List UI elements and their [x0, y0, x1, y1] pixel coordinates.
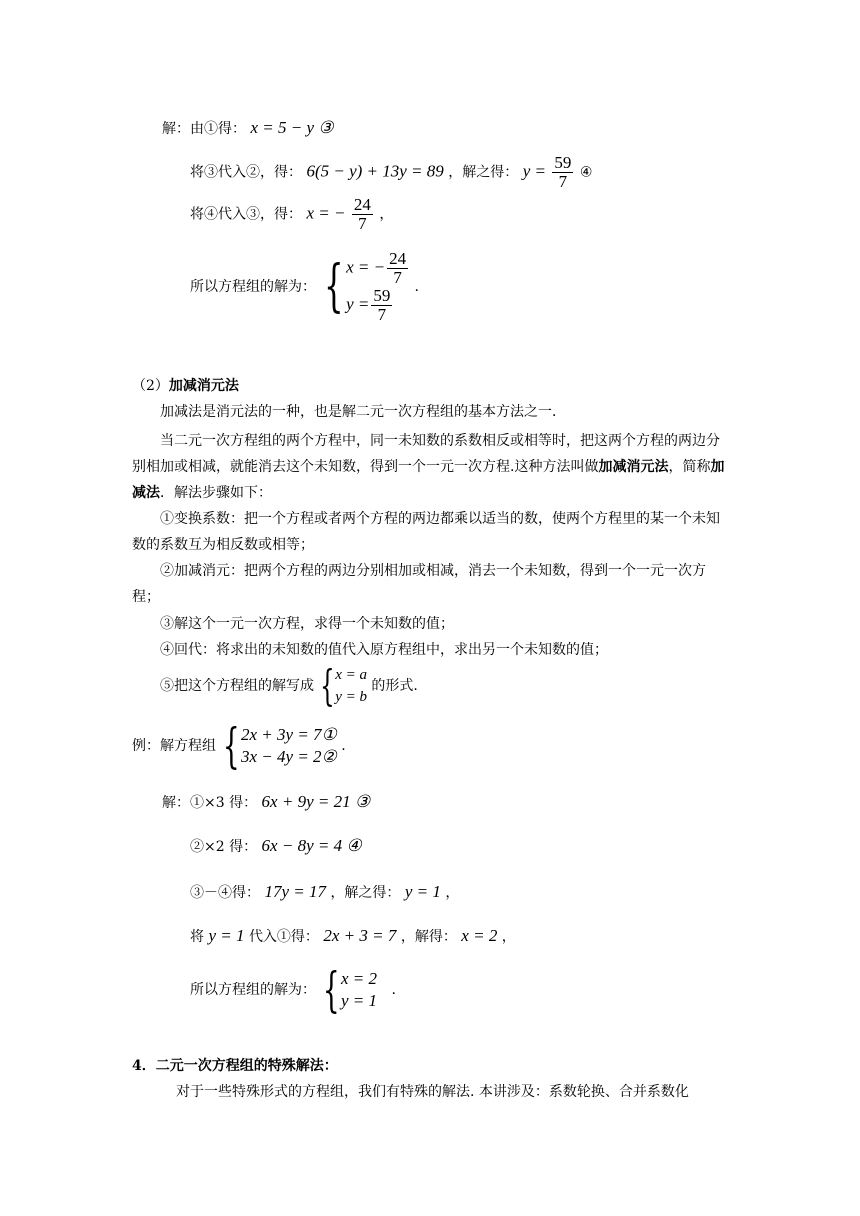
system-row: x = a: [335, 667, 367, 683]
numerator: 24: [389, 249, 407, 268]
numerator: 24: [353, 195, 371, 214]
text: ．解法步骤如下：: [160, 485, 272, 501]
system-rows: [341, 968, 377, 1012]
term: 加减法: [132, 459, 725, 501]
text: 将: [190, 929, 204, 945]
text: .: [414, 279, 419, 295]
solution-line-3: [190, 196, 393, 233]
equation: x = 5 − y ③: [250, 118, 334, 137]
paragraph-2: [132, 428, 732, 506]
solution-line-2: [190, 154, 592, 191]
fraction: [371, 287, 392, 324]
example-step-4: [190, 926, 516, 947]
equation: y = 1: [208, 926, 245, 945]
text: ，简称: [668, 459, 711, 475]
equation-lhs: x = −: [346, 257, 386, 277]
section-title: 加减消元法: [168, 378, 239, 394]
denominator: 7: [358, 214, 367, 233]
system-row: [346, 287, 410, 324]
text: ⑤把这个方程组的解写成: [160, 678, 314, 694]
step-1: ①变换系数：把一个方程或者两个方程的两边都乘以适当的数，使两个方程里的某一个未知数的系数互为相反数或相等；: [132, 511, 720, 553]
text: 所以方程组的解为：: [190, 982, 316, 998]
equation-lhs: y =: [522, 161, 546, 181]
text: ，解之得：: [330, 885, 401, 901]
system-rows: [346, 250, 410, 324]
system-row: 3x − 4y = 2②: [241, 747, 337, 766]
text: 的形式.: [371, 678, 418, 694]
text: .: [341, 738, 346, 754]
equation-lhs: x = −: [306, 203, 346, 223]
equation-system: [318, 661, 367, 710]
equation: x = 2: [461, 926, 498, 945]
fraction: [552, 154, 573, 191]
equation-lhs: y =: [346, 294, 370, 314]
text: 解：①×3 得：: [162, 795, 258, 811]
equation: 6x − 8y = 4 ④: [261, 836, 362, 855]
equation-system: [320, 250, 410, 324]
system-rows: [241, 724, 337, 768]
example-step-2: [190, 836, 362, 857]
text: ，: [379, 206, 394, 223]
solution-line-1: [162, 118, 333, 139]
system-row: [346, 250, 410, 287]
numerator: 59: [554, 153, 572, 172]
example-line: [132, 718, 346, 774]
brace-icon: {: [223, 718, 241, 774]
text: ②×2 得：: [190, 839, 258, 855]
system-row: x = 2: [341, 969, 378, 988]
system-row: y = 1: [341, 991, 378, 1010]
step-2: ②加减消元：把两个方程的两边分别相加或相减，消去一个未知数，得到一个一元一次方程；: [132, 563, 706, 605]
equation-system: [220, 718, 337, 774]
text: 所以方程组的解为：: [190, 279, 316, 295]
denominator: 7: [377, 305, 387, 324]
section-heading-4: 4．二元一次方程组的特殊解法：: [132, 1058, 338, 1074]
step-3: ③解这个一元一次方程，求得一个未知数的值；: [160, 616, 454, 632]
equation: 17y = 17: [264, 882, 326, 901]
example-step-3: [190, 882, 459, 903]
text: ，解得：: [400, 929, 457, 945]
system-row: y = b: [335, 689, 367, 705]
fraction: [387, 250, 408, 287]
equation: 6x + 9y = 21 ③: [261, 792, 371, 811]
paragraph-1: 加减法是消元法的一种，也是解二元一次方程组的基本方法之一．: [160, 404, 566, 420]
term: 加减消元法: [598, 459, 669, 475]
text: 将③代入②，得：: [190, 164, 302, 181]
system-row: 2x + 3y = 7①: [241, 725, 337, 744]
brace-icon: {: [320, 661, 336, 710]
text: ③－④得：: [190, 885, 260, 901]
example-solution: [190, 962, 396, 1018]
text: 解：由①得：: [162, 121, 246, 137]
text: ，: [445, 885, 460, 901]
solution-system-1: [190, 250, 419, 324]
section-number: （2）: [132, 378, 169, 394]
step-4: ④回代：将求出的未知数的值代入原方程组中，求出另一个未知数的值；: [160, 642, 608, 658]
text: ，: [501, 929, 516, 945]
text: .: [391, 982, 396, 998]
equation: 2x + 3 = 7: [323, 926, 397, 945]
numerator: 59: [373, 286, 391, 305]
text: 将④代入③，得：: [190, 206, 302, 223]
text: 例：解方程组: [132, 738, 216, 754]
system-rows: [335, 664, 367, 708]
text: 代入①得：: [248, 929, 319, 945]
brace-icon: {: [324, 254, 345, 319]
fraction: [352, 196, 373, 233]
brace-icon: {: [323, 962, 341, 1018]
text: 当二元一次方程组的两个方程中，同一未知数的系数相反或相等时，把这两个方程的两边分别相加或相减，就能消去这个未知数，得到一个一元一次方程.这种方法叫做: [132, 433, 720, 475]
text: ，解之得：: [448, 164, 519, 181]
equation-system: [320, 962, 378, 1018]
denominator: 7: [558, 172, 568, 191]
equation: 6(5 − y) + 13y = 89: [306, 161, 444, 181]
section-heading-2: [132, 376, 239, 396]
denominator: 7: [393, 268, 402, 287]
step-5: [160, 661, 418, 710]
paragraph-last: 对于一些特殊形式的方程组，我们有特殊的解法. 本讲涉及：系数轮换、合并系数化: [176, 1084, 689, 1100]
equation: y = 1: [404, 882, 441, 901]
example-step-1: [162, 792, 370, 813]
tag: ④: [579, 164, 593, 181]
